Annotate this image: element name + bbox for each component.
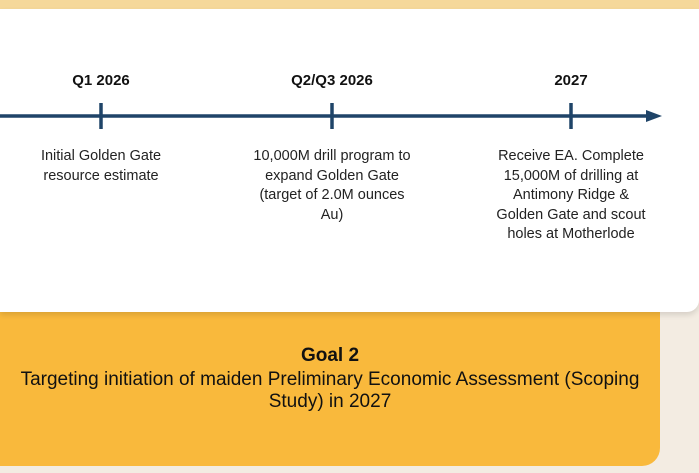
timeline-arrowhead: [646, 110, 662, 122]
goal-text-block: [0, 345, 660, 413]
timeline-card: [0, 9, 699, 312]
milestone-label-q1-2026: Q1 2026: [72, 72, 130, 89]
milestone-desc-q1-2026: Initial Golden Gate resource estimate: [40, 148, 162, 184]
top-accent-strip: [0, 0, 699, 9]
milestone-label-q2q3-2026: Q2/Q3 2026: [291, 72, 373, 89]
milestone-label-2027: 2027: [554, 72, 588, 89]
milestone-desc-q2q3-2026: 10,000M drill program to expand Golden Gate (target of 2.0M ounces Au): [253, 148, 411, 223]
milestone-desc-2027: Receive EA. Complete 15,000M of drilling at Antimony Ridge & Golden Gate and scout holes at Motherlode: [496, 148, 646, 242]
goal-description: Targeting initiation of maiden Preliminary Economic Assessment (Scoping Study) in 2027: [20, 369, 640, 412]
goal-title: Goal 2: [300, 345, 360, 366]
